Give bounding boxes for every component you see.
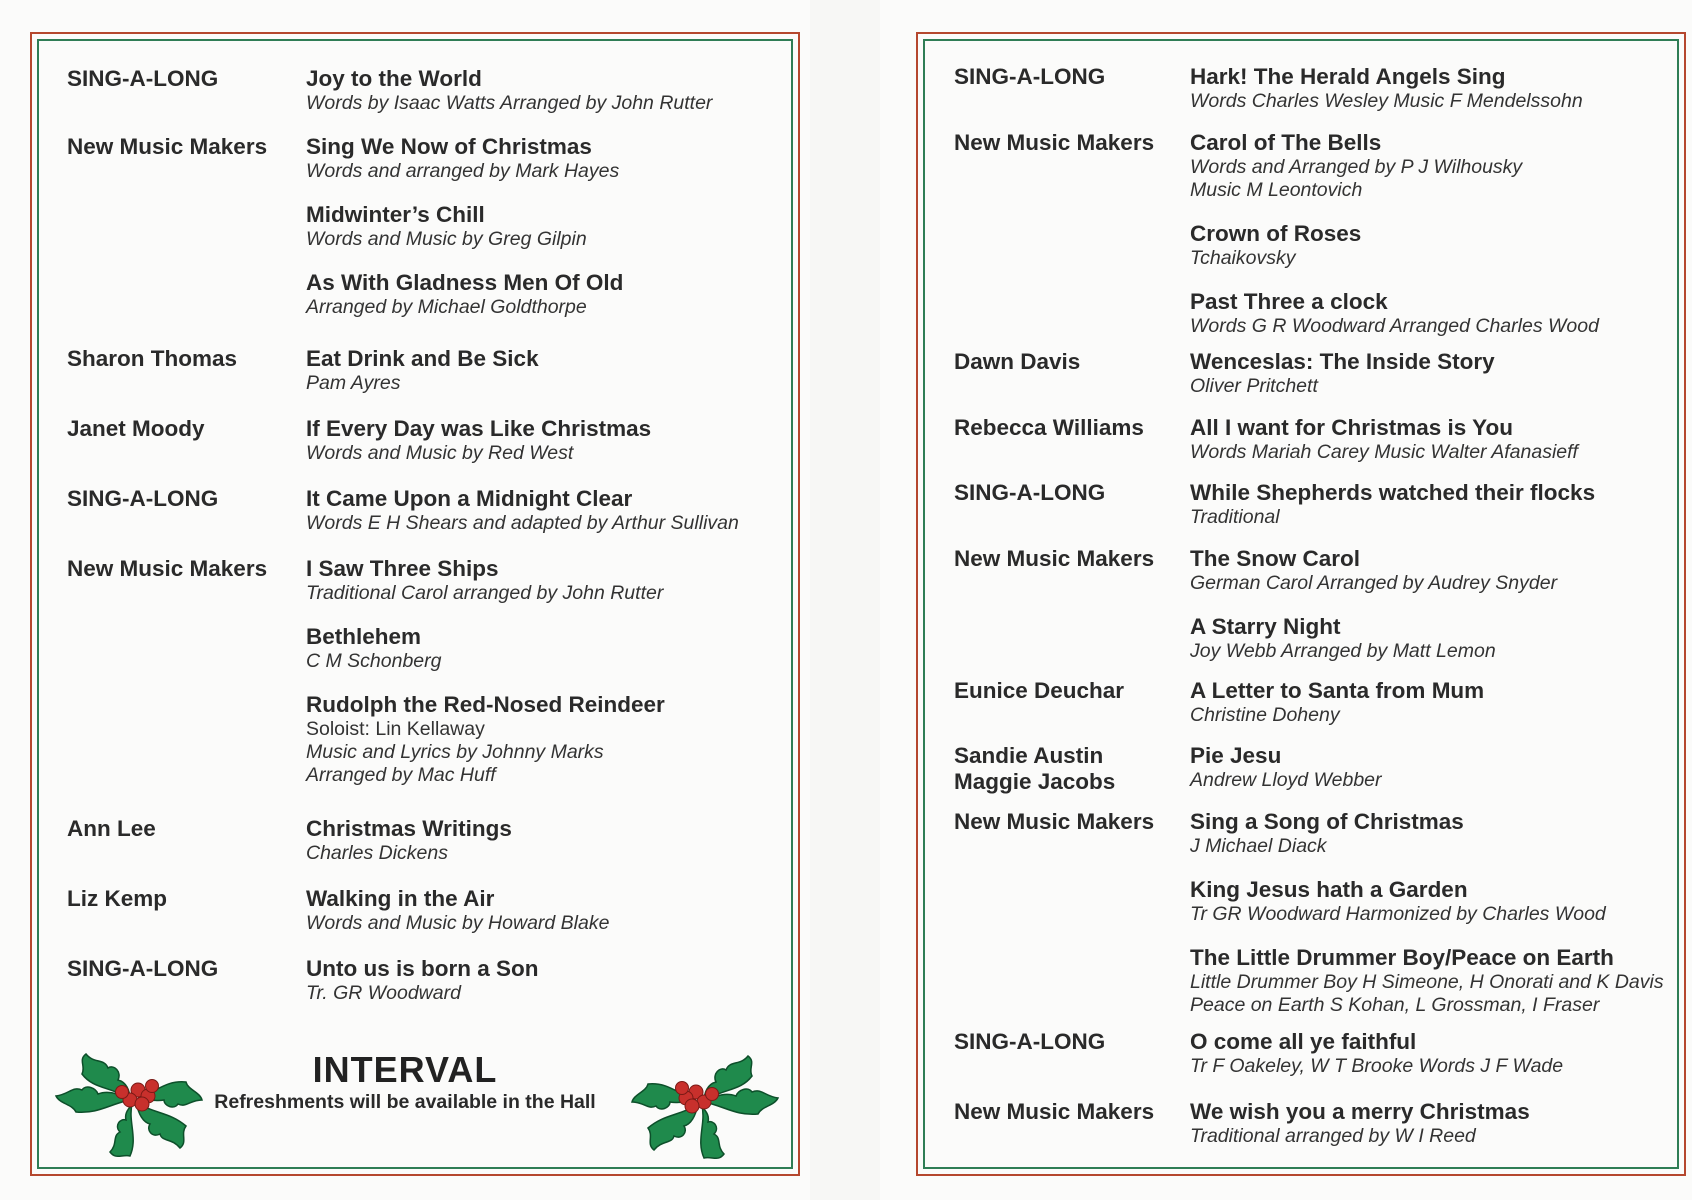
holly-icon <box>52 1038 212 1160</box>
song-credit: Tr GR Woodward Harmonized by Charles Wood <box>1190 903 1606 925</box>
song-credit: Arranged by Mac Huff <box>306 764 496 786</box>
song-credit: Tchaikovsky <box>1190 247 1296 269</box>
song <box>306 346 539 395</box>
song-credit: Words Mariah Carey Music Walter Afanasieff <box>1190 441 1578 463</box>
song-credit: Christine Doheny <box>1190 704 1340 726</box>
song-credit: Traditional Carol arranged by John Rutter <box>306 582 664 604</box>
song-credit: Tr F Oakeley, W T Brooke Words J F Wade <box>1190 1055 1564 1077</box>
song-title: Sing We Now of Christmas <box>306 134 592 159</box>
song-credit: German Carol Arranged by Audrey Snyder <box>1190 572 1558 594</box>
song-credit: Oliver Pritchett <box>1190 375 1318 397</box>
performer: Sandie Austin Maggie Jacobs <box>954 743 1116 794</box>
song-credit: Pam Ayres <box>306 372 401 394</box>
song <box>1190 480 1595 529</box>
song-title: I Saw Three Ships <box>306 556 499 581</box>
song <box>306 886 609 935</box>
song-title: Carol of The Bells <box>1190 130 1382 155</box>
song-credit: Words and arranged by Mark Hayes <box>306 160 620 182</box>
interval-subtitle: Refreshments will be available in the Hall <box>214 1091 596 1113</box>
performer: SING-A-LONG <box>954 1029 1106 1054</box>
song-title: Walking in the Air <box>306 886 495 911</box>
song <box>306 956 539 1005</box>
song-credit: Words and Music by Red West <box>306 442 574 464</box>
song-title: Joy to the World <box>306 66 482 91</box>
song <box>1190 130 1599 202</box>
left-page <box>0 0 810 1200</box>
song <box>306 816 512 865</box>
song <box>306 486 739 535</box>
performer: Sharon Thomas <box>67 346 238 371</box>
song-title: The Little Drummer Boy/Peace on Earth <box>1190 945 1614 970</box>
performer: Janet Moody <box>67 416 205 441</box>
song <box>1190 614 1557 663</box>
song <box>1190 877 1664 926</box>
song-credit: C M Schonberg <box>306 650 442 672</box>
song <box>1190 678 1484 727</box>
song-title: King Jesus hath a Garden <box>1190 877 1468 902</box>
performer: SING-A-LONG <box>954 480 1106 505</box>
song-credit: Words E H Shears and adapted by Arthur Sullivan <box>306 512 739 534</box>
song-title: Pie Jesu <box>1190 743 1282 768</box>
song-credit: Words G R Woodward Arranged Charles Wood <box>1190 315 1599 337</box>
performer: New Music Makers <box>954 130 1155 155</box>
song-title: A Letter to Santa from Mum <box>1190 678 1485 703</box>
song-title: We wish you a merry Christmas <box>1190 1099 1530 1124</box>
song <box>306 202 623 251</box>
performer: New Music Makers <box>67 134 268 159</box>
song-credit: Arranged by Michael Goldthorpe <box>306 296 587 318</box>
song-credit: Charles Dickens <box>306 842 448 864</box>
performer: SING-A-LONG <box>67 66 219 91</box>
song <box>1190 415 1578 464</box>
song <box>1190 221 1599 270</box>
song-credit: Little Drummer Boy H Simeone, H Onorati and K Davis <box>1190 971 1664 993</box>
song-credit: Music M Leontovich <box>1190 179 1363 201</box>
song-title: Midwinter’s Chill <box>306 202 485 227</box>
soloist: Soloist: Lin Kellaway <box>306 718 485 740</box>
interval-title: INTERVAL <box>312 1049 498 1090</box>
song-title: Rudolph the Red-Nosed Reindeer <box>306 692 665 717</box>
song <box>1190 743 1382 792</box>
song-credit: Andrew Lloyd Webber <box>1190 769 1382 791</box>
performer: Rebecca Williams <box>954 415 1144 440</box>
song-credit: Words and Music by Howard Blake <box>306 912 610 934</box>
song <box>1190 945 1664 1017</box>
song-title: Sing a Song of Christmas <box>1190 809 1464 834</box>
song-title: While Shepherds watched their flocks <box>1190 480 1596 505</box>
song-title: A Starry Night <box>1190 614 1341 639</box>
song-title: Past Three a clock <box>1190 289 1388 314</box>
song-credit: Music and Lyrics by Johnny Marks <box>306 741 604 763</box>
song-title: Crown of Roses <box>1190 221 1362 246</box>
performer: SING-A-LONG <box>954 64 1106 89</box>
song <box>1190 809 1664 858</box>
song <box>306 66 712 115</box>
song-credit: Peace on Earth S Kohan, L Grossman, I Fraser <box>1190 994 1600 1016</box>
song <box>1190 1099 1530 1148</box>
performer: New Music Makers <box>954 546 1155 571</box>
song <box>306 416 651 465</box>
performer: SING-A-LONG <box>67 956 219 981</box>
song-title: The Snow Carol <box>1190 546 1361 571</box>
performer: Ann Lee <box>67 816 156 841</box>
song-title: It Came Upon a Midnight Clear <box>306 486 633 511</box>
song-credit: Traditional arranged by W I Reed <box>1190 1125 1476 1147</box>
performer: SING-A-LONG <box>67 486 219 511</box>
song <box>1190 349 1495 398</box>
song <box>306 692 665 787</box>
song-credit: J Michael Diack <box>1190 835 1327 857</box>
song <box>306 624 665 673</box>
song-credit: Joy Webb Arranged by Matt Lemon <box>1190 640 1496 662</box>
song-title: Hark! The Herald Angels Sing <box>1190 64 1506 89</box>
song <box>1190 289 1599 338</box>
performer: Liz Kemp <box>67 886 168 911</box>
song-title: All I want for Christmas is You <box>1190 415 1513 440</box>
performer: New Music Makers <box>67 556 268 581</box>
song-title: Unto us is born a Son <box>306 956 539 981</box>
song-credit: Traditional <box>1190 506 1280 528</box>
song-credit: Words and Music by Greg Gilpin <box>306 228 587 250</box>
song-credit: Tr. GR Woodward <box>306 982 461 1004</box>
song <box>1190 546 1557 595</box>
performer: New Music Makers <box>954 1099 1155 1124</box>
song-credit: Words and Arranged by P J Wilhousky <box>1190 156 1523 178</box>
holly-icon <box>622 1040 782 1162</box>
song-title: If Every Day was Like Christmas <box>306 416 652 441</box>
song-credit: Words by Isaac Watts Arranged by John Rutter <box>306 92 713 114</box>
song <box>306 134 623 183</box>
song-credit: Words Charles Wesley Music F Mendelssohn <box>1190 90 1583 112</box>
song-title: Wenceslas: The Inside Story <box>1190 349 1495 374</box>
song-title: Eat Drink and Be Sick <box>306 346 539 371</box>
song-title: Bethlehem <box>306 624 422 649</box>
song <box>1190 1029 1563 1078</box>
song <box>306 270 623 319</box>
song <box>1190 64 1583 113</box>
performer: New Music Makers <box>954 809 1155 834</box>
song-title: O come all ye faithful <box>1190 1029 1417 1054</box>
song-title: Christmas Writings <box>306 816 512 841</box>
performer: Dawn Davis <box>954 349 1081 374</box>
right-page <box>880 0 1692 1200</box>
song <box>306 556 665 605</box>
song-title: As With Gladness Men Of Old <box>306 270 624 295</box>
performer: Eunice Deuchar <box>954 678 1125 703</box>
